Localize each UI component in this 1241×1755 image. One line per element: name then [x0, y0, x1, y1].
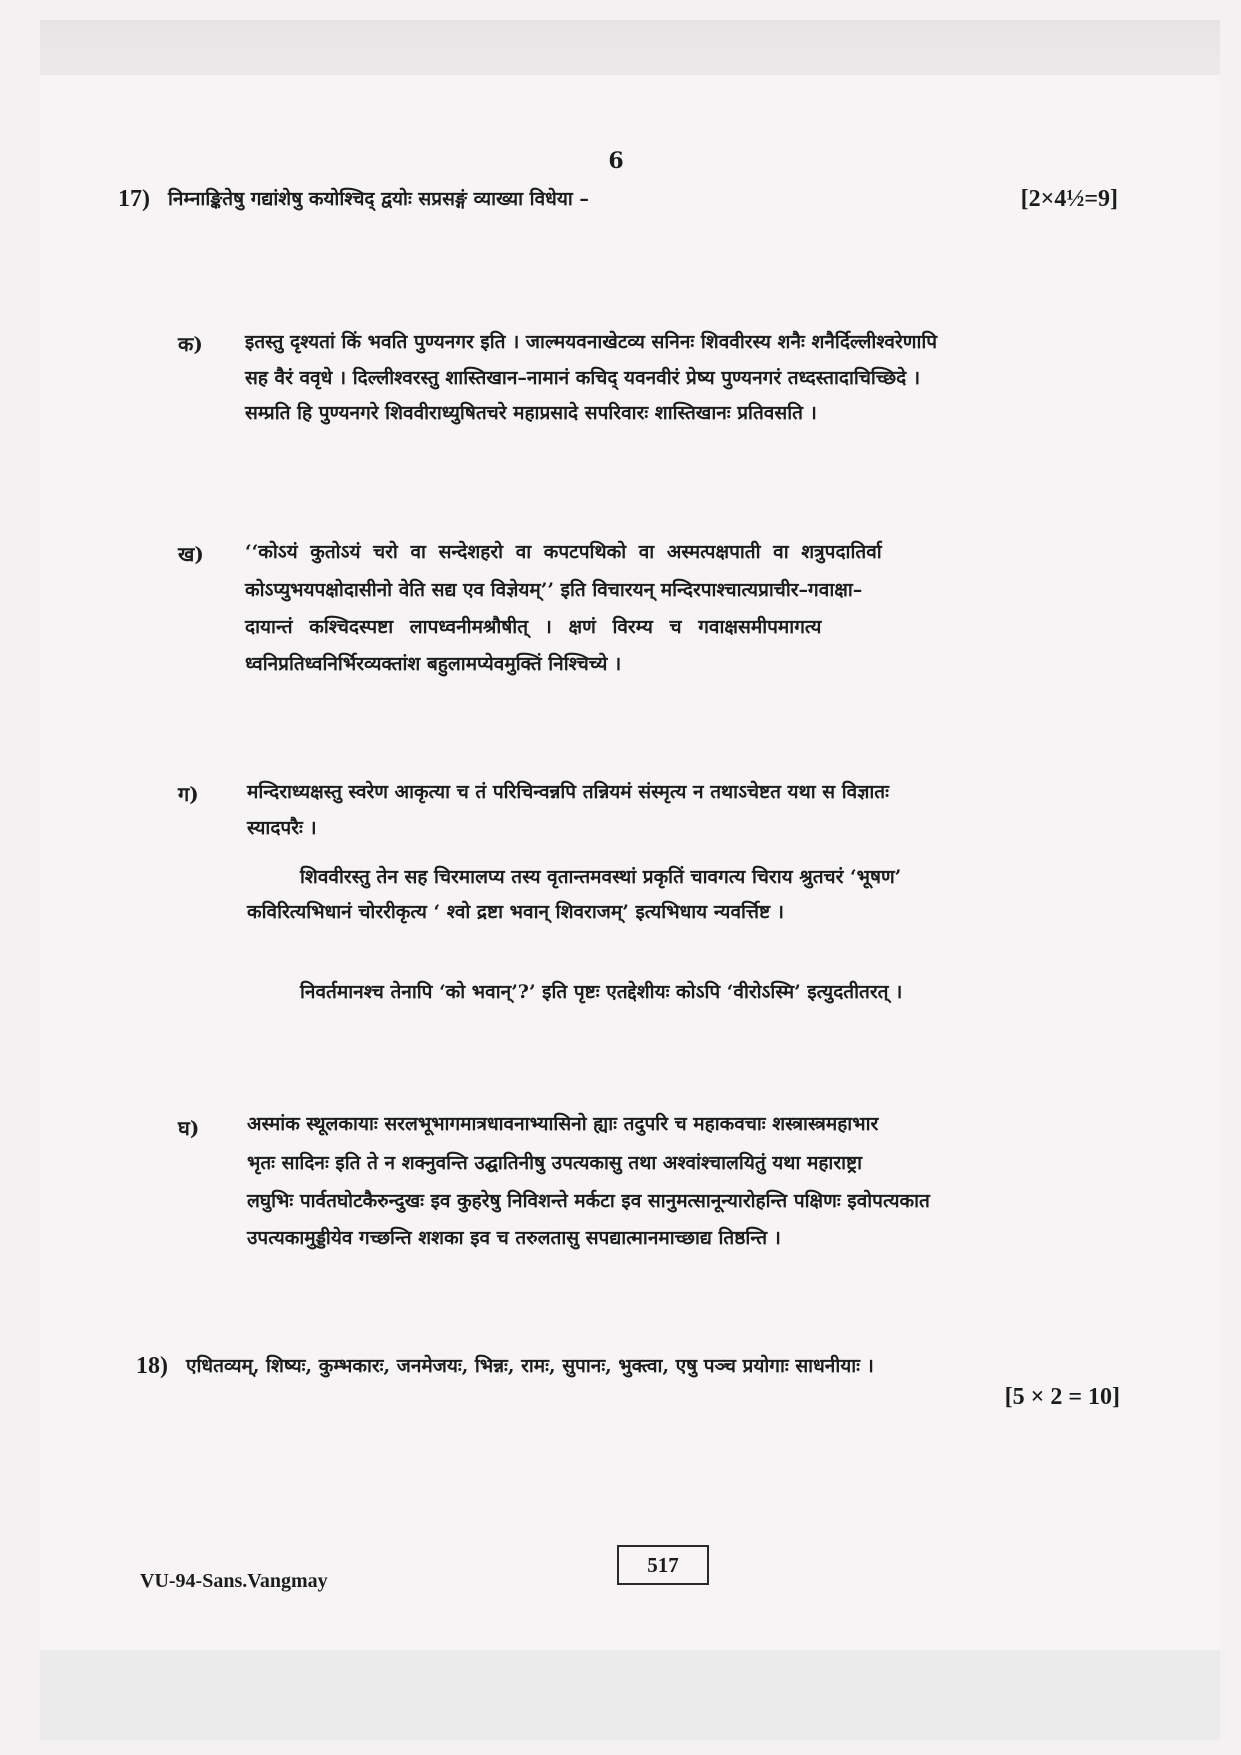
question-18-number: 18) — [136, 1353, 168, 1379]
question-18-text: एधितव्यम्, शिष्यः, कुम्भकारः, जनमेजयः, भिन्नः, रामः, सुपानः, भुक्त्वा, एषु पञ्च प्रयोगाः साधनीयाः । — [186, 1355, 874, 1377]
question-17-instruction: निम्नाङ्कितेषु गद्यांशेषु कयोश्चिद् द्वयोः सप्रसङ्गं व्याख्या विधेया – — [168, 188, 589, 210]
part-ka-line: सम्प्रति हि पुण्यनगरे शिववीराध्युषितचरे महाप्रसादे सपरिवारः शास्तिखानः प्रतिवसति । — [245, 402, 817, 424]
part-ka-line: इतस्तु दृश्यतां किं भवति पुण्यनगर इति । जाल्मयवनाखेटव्य सनिनः शिववीरस्य शनैः शनैर्दिल्लीश्वरेणापि — [245, 331, 938, 353]
page-number: 6 — [608, 148, 624, 174]
part-ka-line: सह वैरं ववृधे । दिल्लीश्वरस्तु शास्तिखान–नामानं कचिद् यवनवीरं प्रेष्य पुण्यनगरं तध्दस्तादाचिच्छिदे । — [245, 367, 921, 389]
part-ga-line: निवर्तमानश्च तेनापि ‘को भवान्’?’ इति पृष्टः एतद्देशीयः कोऽपि ‘वीरोऽस्मि’ इत्युदतीतरत् । — [300, 981, 903, 1003]
part-ga-label: ग) — [178, 782, 199, 806]
part-kha-label: ख) — [178, 542, 204, 566]
part-ga-line: स्यादपरैः । — [247, 817, 317, 839]
part-kha-line: ध्वनिप्रतिध्वनिर्भिरव्यक्तांश बहुलामप्येवमुक्तिं निश्चिच्ये । — [245, 653, 622, 675]
part-kha-line: कोऽप्युभयपक्षोदासीनो वेति सद्य एव विज्ञेयम्’’ इति विचारयन् मन्दिरपाश्चात्यप्राचीर–गवाक्षा– — [245, 579, 863, 601]
part-ka-label: क) — [178, 332, 203, 356]
scan-bottom-edge — [40, 1650, 1220, 1740]
page-serial-box: 517 — [617, 1545, 709, 1585]
part-ga-line: मन्दिराध्यक्षस्तु स्वरेण आकृत्या च तं परिचिन्वन्नपि तन्नियमं संस्मृत्य न तथाऽचेष्टत यथा स विज्ञातः — [247, 781, 889, 803]
part-ga-line: शिववीरस्तु तेन सह चिरमालप्य तस्य वृतान्तमवस्थां प्रकृतिं चावगत्य चिराय श्रुतचरं ‘भूषण’ — [300, 866, 902, 888]
part-kha-line: दायान्तं कश्चिदस्पष्टा लापध्वनीमश्रौषीत् । क्षणं विरम्य च गवाक्षसमीपमागत्य — [245, 616, 822, 638]
part-ga-line: कविरित्यभिधानं चोररीकृत्य ‘ श्वो द्रष्टा भवान् शिवराजम्’ इत्यभिधाय न्यवर्त्तिष्ट । — [247, 901, 784, 923]
part-gha-line: उपत्यकामुड्डीयेव गच्छन्ति शशका इव च तरुलतासु सपद्यात्मानमाच्छाद्य तिष्ठन्ति । — [247, 1227, 781, 1249]
part-gha-line: लघुभिः पार्वतघोटकैरुन्दुखः इव कुहरेषु निविशन्ते मर्कटा इव सानुमत्सानून्यारोहन्ति पक्षिणः इवोपत्यकात — [247, 1190, 930, 1212]
question-17-marks: [2×4½=9] — [1020, 186, 1118, 212]
scan-top-edge — [40, 20, 1220, 75]
part-kha-line: ‘‘कोऽयं कुतोऽयं चरो वा सन्देशहरो वा कपटपथिको वा अस्मत्पक्षपाती वा शत्रुपदातिर्वा — [245, 541, 882, 563]
part-gha-label: घ) — [178, 1116, 200, 1140]
question-18-marks: [5 × 2 = 10] — [1004, 1384, 1120, 1410]
part-gha-line: अस्मांक स्थूलकायाः सरलभूभागमात्रधावनाभ्यासिनो ह्याः तदुपरि च महाकवचाः शस्त्रास्त्रमहाभार — [247, 1113, 879, 1135]
paper-code: VU-94-Sans.Vangmay — [140, 1570, 328, 1592]
question-17-number: 17) — [118, 186, 150, 212]
part-gha-line: भृतः सादिनः इति ते न शक्नुवन्ति उद्घातिनीषु उपत्यकासु तथा अश्वांश्चालयितुं यथा महाराष्ट्रा — [247, 1152, 863, 1174]
